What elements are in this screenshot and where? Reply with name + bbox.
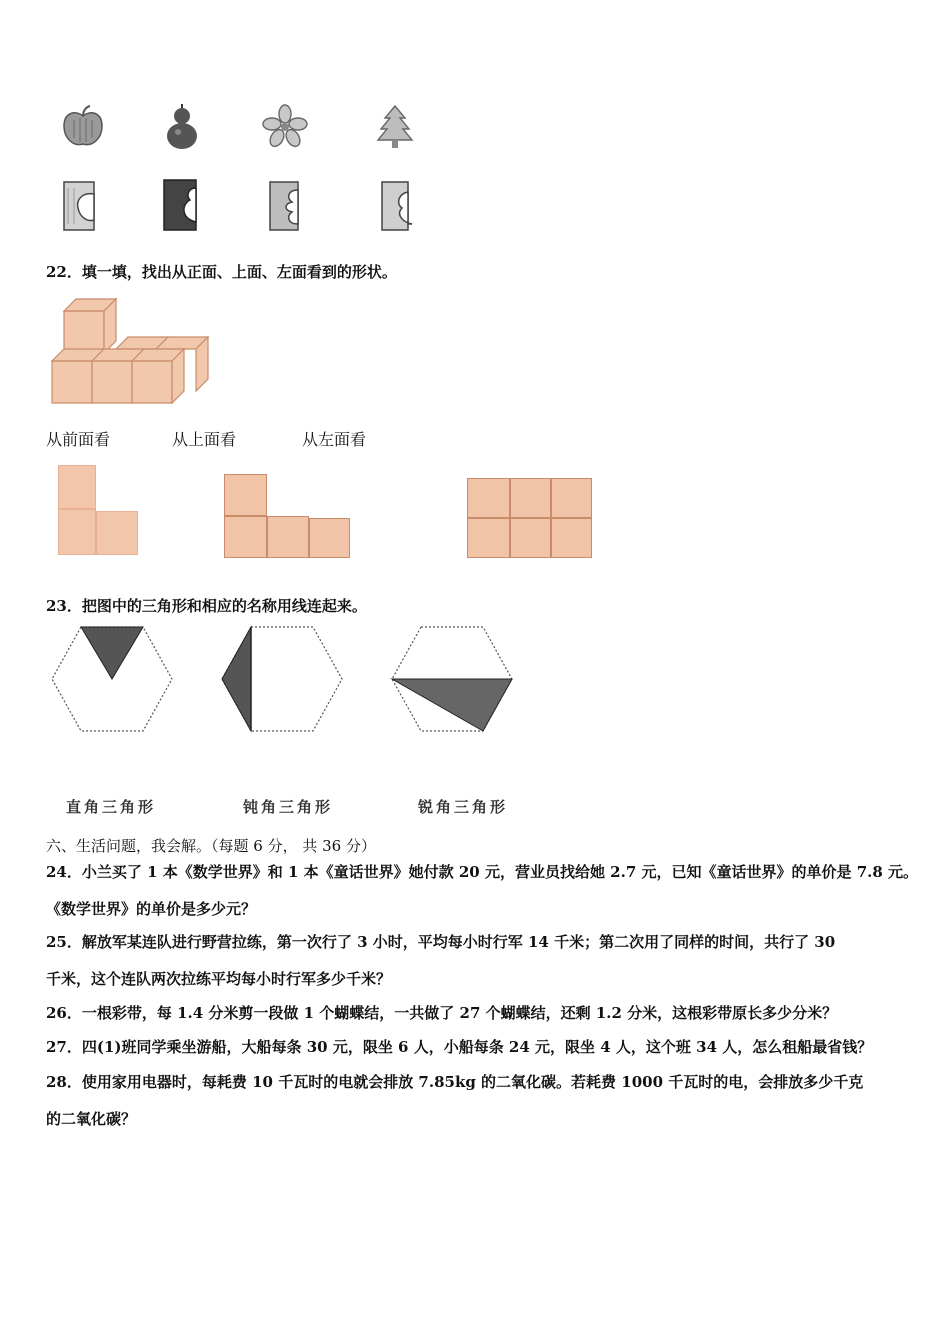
q25-line1: 25．解放军某连队进行野营拉练，第一次行了 3 小时，平均每小时行军 14 千米；第二次用了同样的时间，共行了 30 [46,933,836,951]
q25-line2: 千米，这个连队两次拉练平均每小时行军多少千米？ [46,970,392,988]
q27-line1: 27．四(1)班同学乘坐游船，大船每条 30 元，限坐 6 人，小船每条 24 元，限坐 4 人，这个班 34 人，怎么租船最省钱？ [46,1038,873,1056]
q26-line1: 26．一根彩带，每 1.4 分米剪一段做 1 个蝴蝶结，一共做了 27 个蝴蝶结，还剩 1.2 分米，这根彩带原长多少分米？ [46,1004,838,1022]
folded-paper-flower-half [268,180,300,232]
q23-text: 23．把图中的三角形和相应的名称用线连起来。 [46,597,367,615]
flower-icon [262,104,308,148]
label-front-view: 从前面看 [46,430,111,449]
hexagon-obtuse-triangle [220,626,344,732]
hexagon-right-triangle [50,626,174,732]
q28-line1: 28．使用家用电器时，每耗费 10 千瓦时的电就会排放 7.85kg 的二氧化碳。若耗费 1000 千瓦时的电，会排放多少千克 [46,1073,864,1091]
label-left-view: 从左面看 [302,430,367,449]
label-acute-triangle: 锐角三角形 [418,798,509,816]
folded-paper-tree-half [380,180,414,232]
folded-paper-apple-half [62,180,96,232]
folded-paper-gourd-half [160,178,198,232]
q24-line2: 《数学世界》的单价是多少元？ [46,900,257,918]
q24-line1: 24．小兰买了 1 本《数学世界》和 1 本《童话世界》她付款 20 元，营业员找给她 2.7 元，已知《童话世界》的单价是 7.8 元。 [46,863,919,881]
q28-line2: 的二氧化碳？ [46,1110,137,1128]
label-right-triangle: 直角三角形 [66,798,157,816]
apple-icon [60,104,106,150]
q22-text: 22．填一填，找出从正面、上面、左面看到的形状。 [46,263,397,281]
section6-title: 六、生活问题，我会解。（每题 6 分， 共 36 分） [46,837,376,855]
gourd-icon [162,102,202,150]
hexagon-acute-triangle [390,626,514,732]
tree-icon [375,104,415,150]
label-top-view: 从上面看 [172,430,237,449]
cube-cluster-figure [50,295,210,410]
label-obtuse-triangle: 钝角三角形 [243,798,334,816]
